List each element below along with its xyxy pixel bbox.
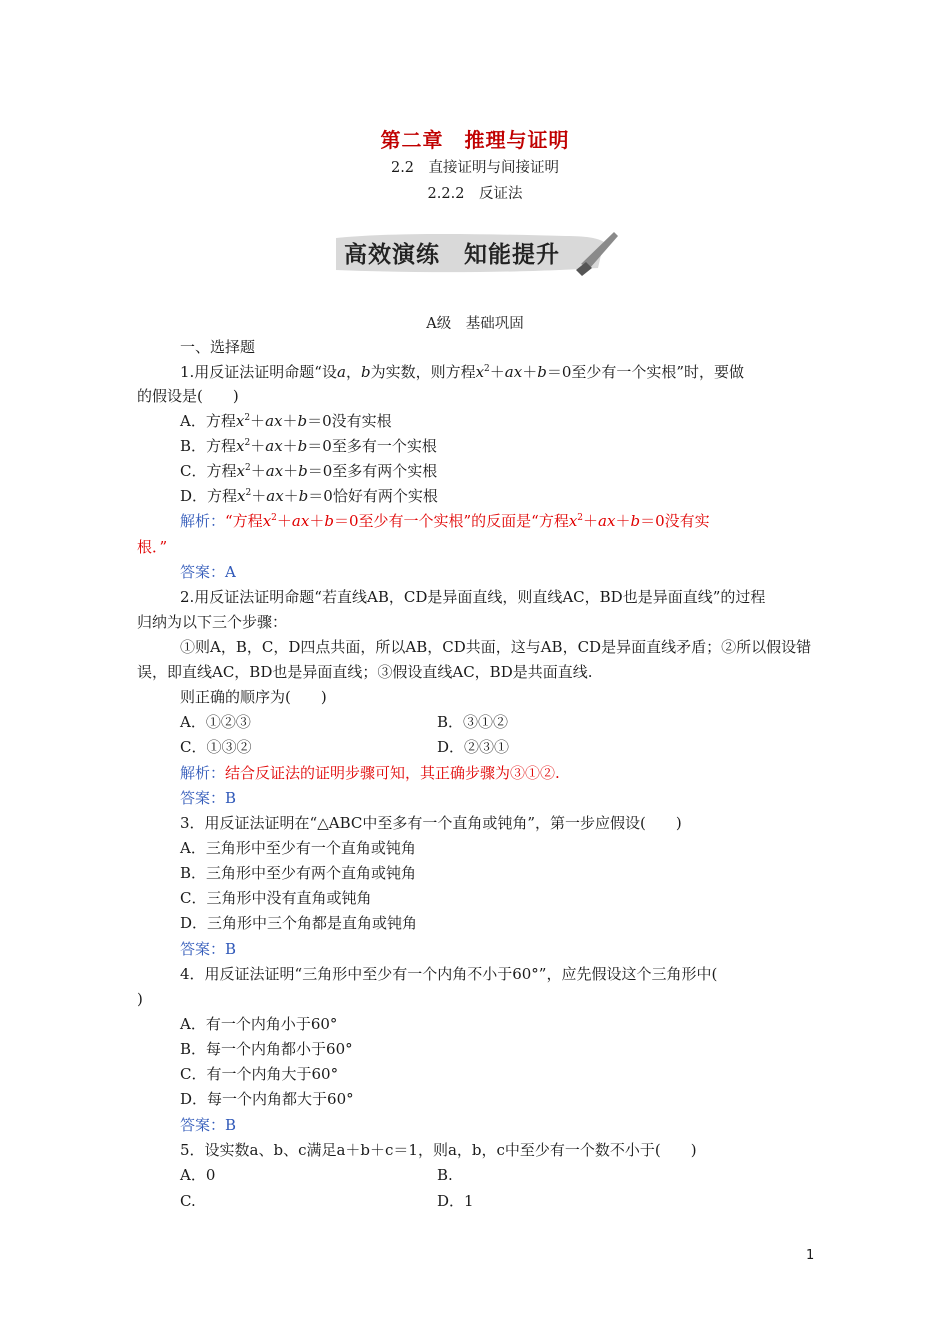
q4-option-c: C．有一个内角大于60° [180,1065,339,1083]
q2-stem: 2.用反证法证明命题“若直线AB，CD是异面直线，则直线AC，BD也是异面直线”的过程 [180,588,766,606]
section-title: 2.2 直接证明与间接证明 [390,160,560,176]
q2-steps: ①则A，B，C，D四点共面，所以AB，CD共面，这与AB，CD是异面直线矛盾；②所以假设错 [180,638,812,656]
q4-option-d: D．每一个内角都大于60° [180,1090,354,1108]
q1-option-c: C．方程$x^2+ax+b=0$至多有两个实根 [180,462,438,480]
q5-option-b: B. [437,1166,453,1184]
q2-option-b: B．③①② [437,713,509,731]
q1-option-d: D．方程$x^2+ax+b=0$恰好有两个实根 [180,487,438,505]
q1-option-a: A．方程$x^2+ax+b=0$没有实根 [180,412,392,430]
q2-option-c: C．①③② [180,738,252,756]
q3-answer: 答案：B [180,940,237,958]
q1-stem-2: 的假设是( ) [137,387,239,405]
q3-option-a: A．三角形中至少有一个直角或钝角 [180,839,416,857]
q4-answer: 答案：B [180,1116,237,1134]
q1-explanation: 解析：“方程$x^2+ax+b=0$至少有一个实根”的反面是“方程$x^2+ax+b=0$没有实 [180,512,710,530]
q1-option-b: B．方程$x^2+ax+b=0$至多有一个实根 [180,437,437,455]
q5-option-c: C. [180,1192,196,1210]
q2-ask: 则正确的顺序为( ) [180,688,327,706]
q1-stem-a: 1.用反证法证明命题“设 [180,363,337,381]
q4-stem-2: ) [137,990,143,1008]
q1-stem: 1.用反证法证明命题“设a，b为实数，则方程$x^2+ax+b=0$至少有一个实根”时，要做 [180,363,745,381]
q2-option-a: A．①②③ [180,713,251,731]
q2-stem-2: 归纳为以下三个步骤： [137,613,288,631]
page-number: 1 [806,1248,815,1263]
q2-option-d: D．②③① [437,738,510,756]
q5-option-d: D．1 [437,1192,474,1210]
q3-option-c: C．三角形中没有直角或钝角 [180,889,372,907]
q3-option-b: B．三角形中至少有两个直角或钝角 [180,864,417,882]
q4-stem: 4．用反证法证明“三角形中至少有一个内角不小于60°”，应先假设这个三角形中( [180,965,718,983]
q2-steps-2: 误，即直线AC，BD也是异面直线；③假设直线AC，BD是共面直线. [137,663,593,681]
q5-stem: 5．设实数a、b、c满足a＋b＋c＝1，则a，b，c中至少有一个数不小于( ) [180,1141,697,1159]
q2-answer: 答案：B [180,789,237,807]
level-heading: A级 基础巩固 [426,316,524,332]
banner [336,228,620,280]
q1-stem-c: ＝0至少有一个实根”时，要做 [546,363,745,381]
q5-option-a: A．0 [180,1166,216,1184]
q3-stem: 3．用反证法证明在“△ABC中至多有一个直角或钝角”，第一步应假设( ) [180,814,682,832]
chapter-title: 第二章 推理与证明 [380,128,570,152]
banner-text: 高效演练 知能提升 [344,242,560,268]
q4-option-a: A．有一个内角小于60° [180,1015,338,1033]
q2-explanation: 解析：结合反证法的证明步骤可知，其正确步骤为③①②. [180,764,560,782]
q1-answer: 答案：A [180,563,236,581]
part-heading: 一、选择题 [180,338,256,356]
q1-stem-b: 为实数，则方程 [370,363,476,381]
q1-explanation-2: 根．” [137,538,168,556]
q4-option-b: B．每一个内角都小于60° [180,1040,353,1058]
q3-option-d: D．三角形中三个角都是直角或钝角 [180,914,418,932]
subsection-title: 2.2.2 反证法 [427,186,523,202]
